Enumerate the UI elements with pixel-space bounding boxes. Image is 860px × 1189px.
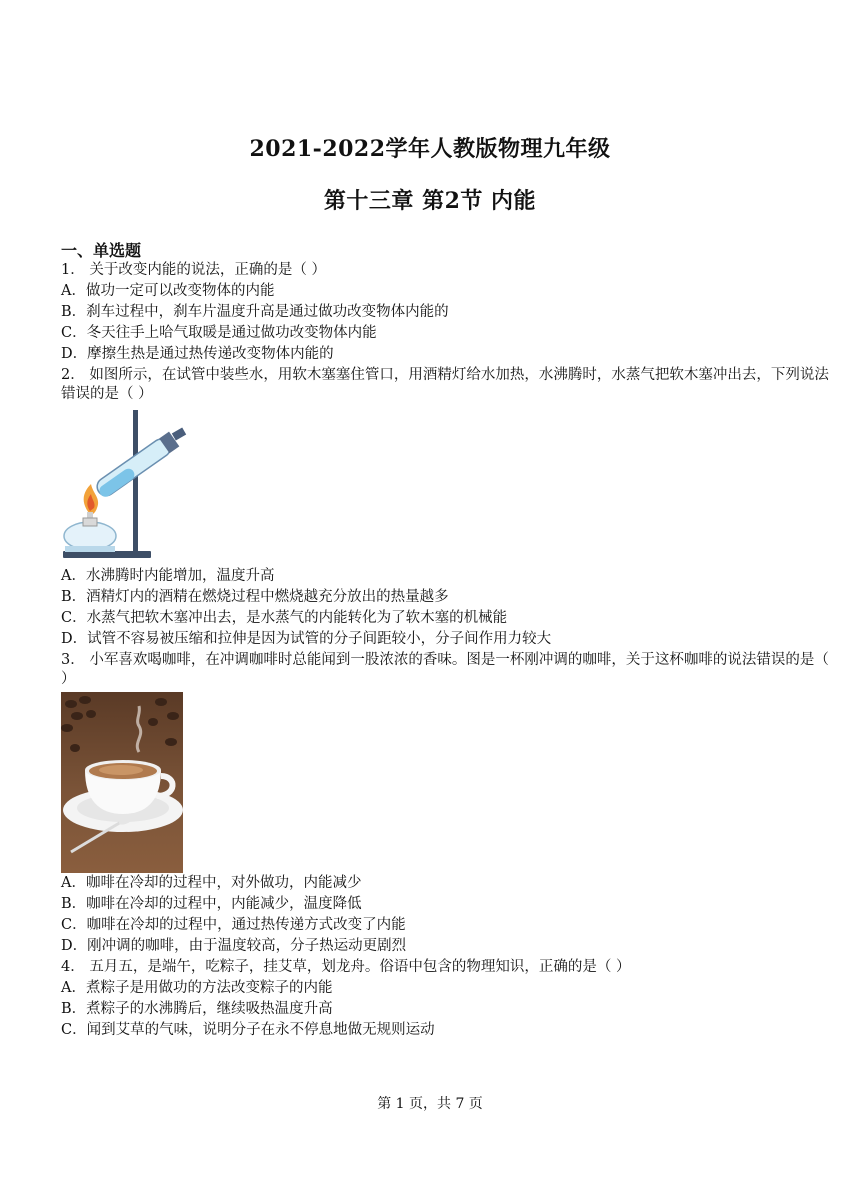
test-tube-heating-figure — [61, 408, 196, 561]
question-2-option-c: C．水蒸气把软木塞冲出去，是水蒸气的内能转化为了软木塞的机械能 — [61, 610, 508, 626]
question-1-option-c: C．冬天往手上哈气取暖是通过做功改变物体内能 — [61, 325, 377, 341]
page-footer: 第 1 页，共 7 页 — [377, 1096, 483, 1112]
question-4-stem: 4． 五月五，是端午，吃粽子，挂艾草，划龙舟。俗语中包含的物理知识，正确的是（ ） — [61, 959, 631, 975]
question-1-stem: 1． 关于改变内能的说法，正确的是（ ） — [61, 262, 326, 278]
question-1-option-b: B．刹车过程中，刹车片温度升高是通过做功改变物体内能的 — [61, 304, 449, 320]
document-subtitle: 第十三章 第2节 内能 — [323, 188, 537, 214]
section-heading: 一、单选题 — [61, 241, 142, 260]
question-4-option-b: B．煮粽子的水沸腾后，继续吸热温度升高 — [61, 1001, 333, 1017]
question-2-option-d: D．试管不容易被压缩和拉伸是因为试管的分子间距较小，分子间作用力较大 — [61, 631, 552, 647]
question-4-option-c: C．闻到艾草的气味，说明分子在永不停息地做无规则运动 — [61, 1022, 435, 1038]
question-3-option-d: D．刚冲调的咖啡，由于温度较高，分子热运动更剧烈 — [61, 938, 407, 954]
question-3-stem: 3． 小军喜欢喝咖啡，在冲调咖啡时总能闻到一股浓浓的香味。图是一杯刚冲调的咖啡，关于这杯咖啡的说法错误的是（ ） — [61, 652, 829, 687]
document-title: 2021-2022学年人教版物理九年级 — [249, 136, 611, 162]
question-3-option-c: C．咖啡在冷却的过程中，通过热传递方式改变了内能 — [61, 917, 406, 933]
question-2-stem: 2． 如图所示，在试管中装些水，用软木塞塞住管口，用酒精灯给水加热，水沸腾时，水蒸气把软木塞冲出去，下列说法错误的是（ ） — [61, 367, 829, 402]
question-3-option-b: B．咖啡在冷却的过程中，内能减少，温度降低 — [61, 896, 362, 912]
question-2-option-a: A．水沸腾时内能增加，温度升高 — [61, 568, 275, 584]
question-4-option-a: A．煮粽子是用做功的方法改变粽子的内能 — [61, 980, 333, 996]
question-1-option-d: D．摩擦生热是通过热传递改变物体内能的 — [61, 346, 334, 362]
coffee-cup-photo — [61, 692, 183, 873]
question-3-option-a: A．咖啡在冷却的过程中，对外做功，内能减少 — [61, 875, 362, 891]
question-2-option-b: B．酒精灯内的酒精在燃烧过程中燃烧越充分放出的热量越多 — [61, 589, 449, 605]
question-1-option-a: A．做功一定可以改变物体的内能 — [61, 283, 275, 299]
